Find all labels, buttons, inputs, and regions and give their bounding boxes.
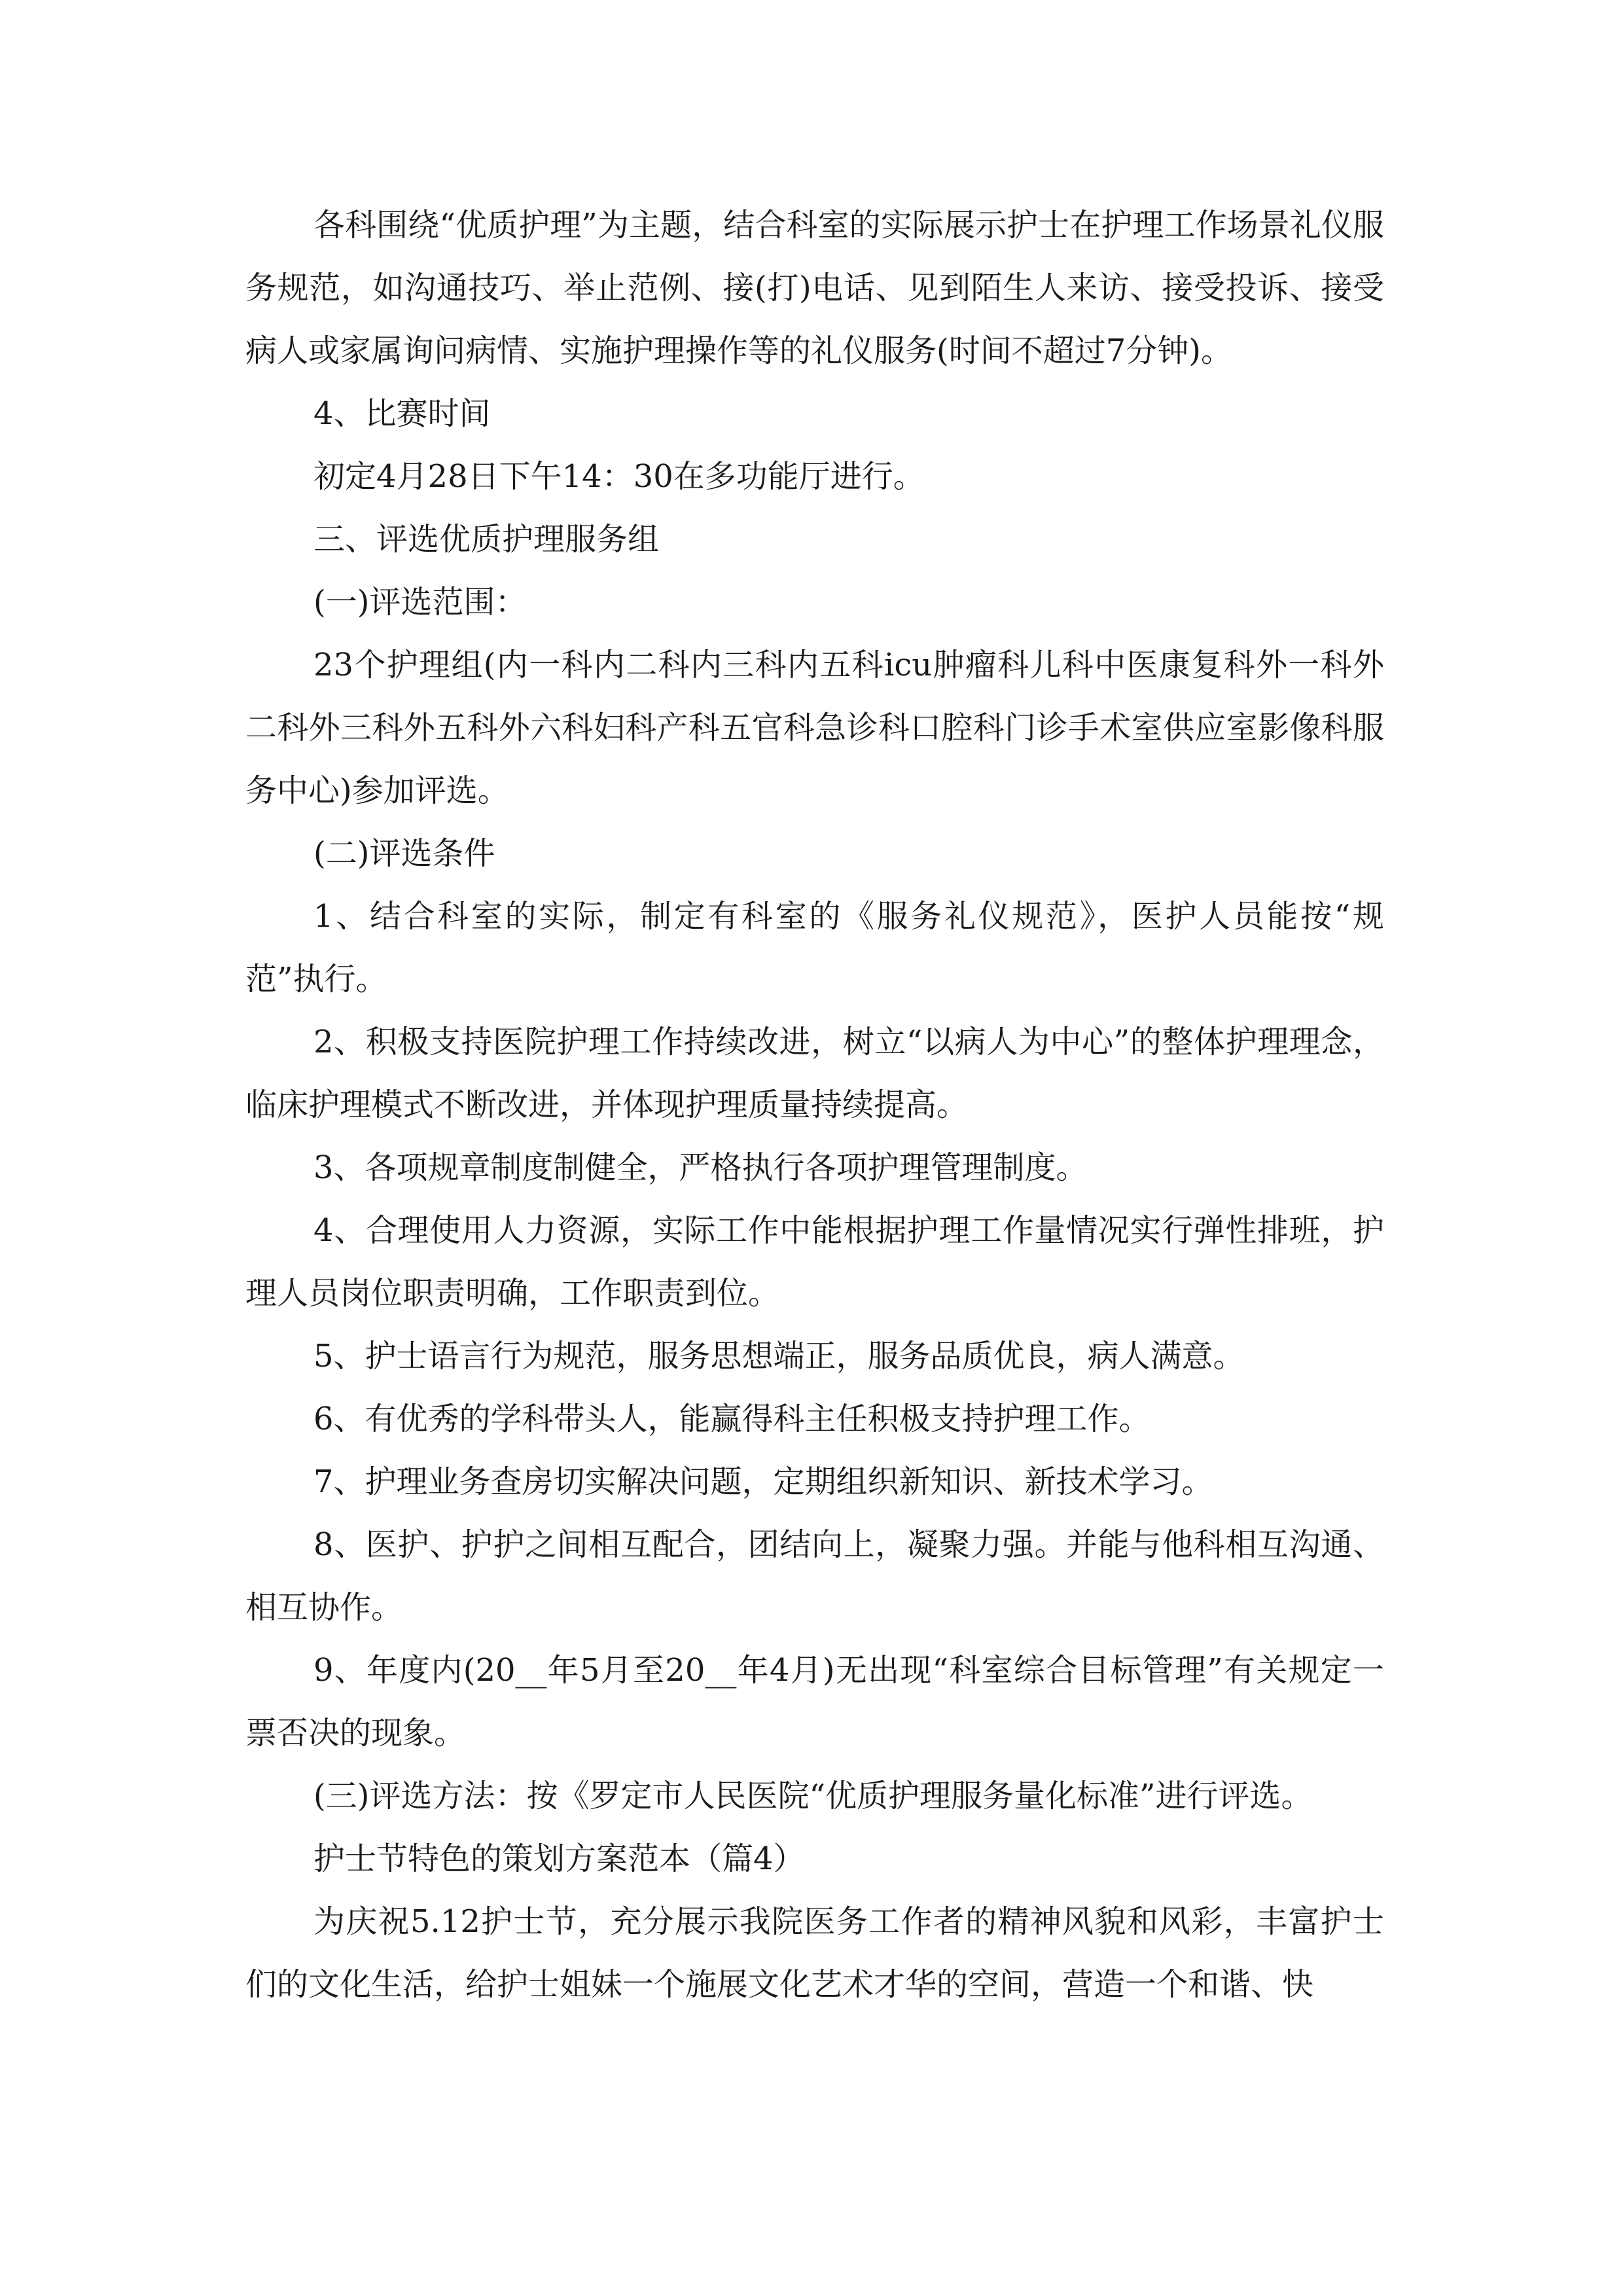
heading-selection-scope: (一)评选范围： bbox=[313, 584, 527, 620]
heading-competition-time: 4、比赛时间 bbox=[313, 395, 491, 432]
heading-plan-sample-4: 护士节特色的策划方案范本（篇4） bbox=[313, 1840, 805, 1877]
paragraph-selection-method: (三)评选方法：按《罗定市人民医院“优质护理服务量化标准”进行评选。 bbox=[313, 1778, 1313, 1814]
paragraph-nursing-groups: 23个护理组(内一科内二科内三科内五科icu肿瘤科儿科中医康复科外一科外二科外三科外五科外六科妇科产科五官科急诊科口腔科门诊手术室供应室影像科服务中心)参加评选。 bbox=[245, 647, 1384, 809]
heading-section-three: 三、评选优质护理服务组 bbox=[313, 521, 660, 558]
criteria-item-3: 3、各项规章制度制健全，严格执行各项护理管理制度。 bbox=[313, 1149, 1088, 1186]
criteria-item-8: 8、医护、护护之间相互配合，团结向上，凝聚力强。并能与他科相互沟通、相互协作。 bbox=[245, 1526, 1384, 1626]
criteria-item-7: 7、护理业务查房切实解决问题，定期组织新知识、新技术学习。 bbox=[313, 1463, 1213, 1500]
heading-selection-criteria: (二)评选条件 bbox=[313, 835, 495, 872]
paragraph-nurses-day-intro: 为庆祝5.12护士节，充分展示我院医务工作者的精神风貌和风彩，丰富护士们的文化生活，给护士姐妹一个施展文化艺术才华的空间，营造一个和谐、快 bbox=[245, 1903, 1384, 2003]
criteria-item-9: 9、年度内(20__年5月至20__年4月)无出现“科室综合目标管理”有关规定一票否决的现象。 bbox=[245, 1652, 1384, 1751]
criteria-item-6: 6、有优秀的学科带头人，能赢得科主任积极支持护理工作。 bbox=[313, 1401, 1150, 1437]
paragraph-etiquette-theme: 各科围绕“优质护理”为主题，结合科室的实际展示护士在护理工作场景礼仪服务规范，如沟通技巧、举止范例、接(打)电话、见到陌生人来访、接受投诉、接受病人或家属询问病情、实施护理操作等的礼仪服务(时间不超过7分钟)。 bbox=[245, 207, 1384, 369]
paragraph-competition-schedule: 初定4月28日下午14：30在多功能厅进行。 bbox=[313, 458, 925, 495]
document-body bbox=[245, 194, 1384, 2016]
criteria-item-5: 5、护士语言行为规范，服务思想端正，服务品质优良，病人满意。 bbox=[313, 1338, 1245, 1374]
criteria-item-4: 4、合理使用人力资源，实际工作中能根据护理工作量情况实行弹性排班，护理人员岗位职责明确，工作职责到位。 bbox=[245, 1212, 1384, 1312]
criteria-item-2: 2、积极支持医院护理工作持续改进，树立“以病人为中心”的整体护理理念，临床护理模式不断改进，并体现护理质量持续提高。 bbox=[245, 1024, 1384, 1123]
criteria-item-1: 1、结合科室的实际，制定有科室的《服务礼仪规范》，医护人员能按“规范”执行。 bbox=[245, 898, 1384, 997]
